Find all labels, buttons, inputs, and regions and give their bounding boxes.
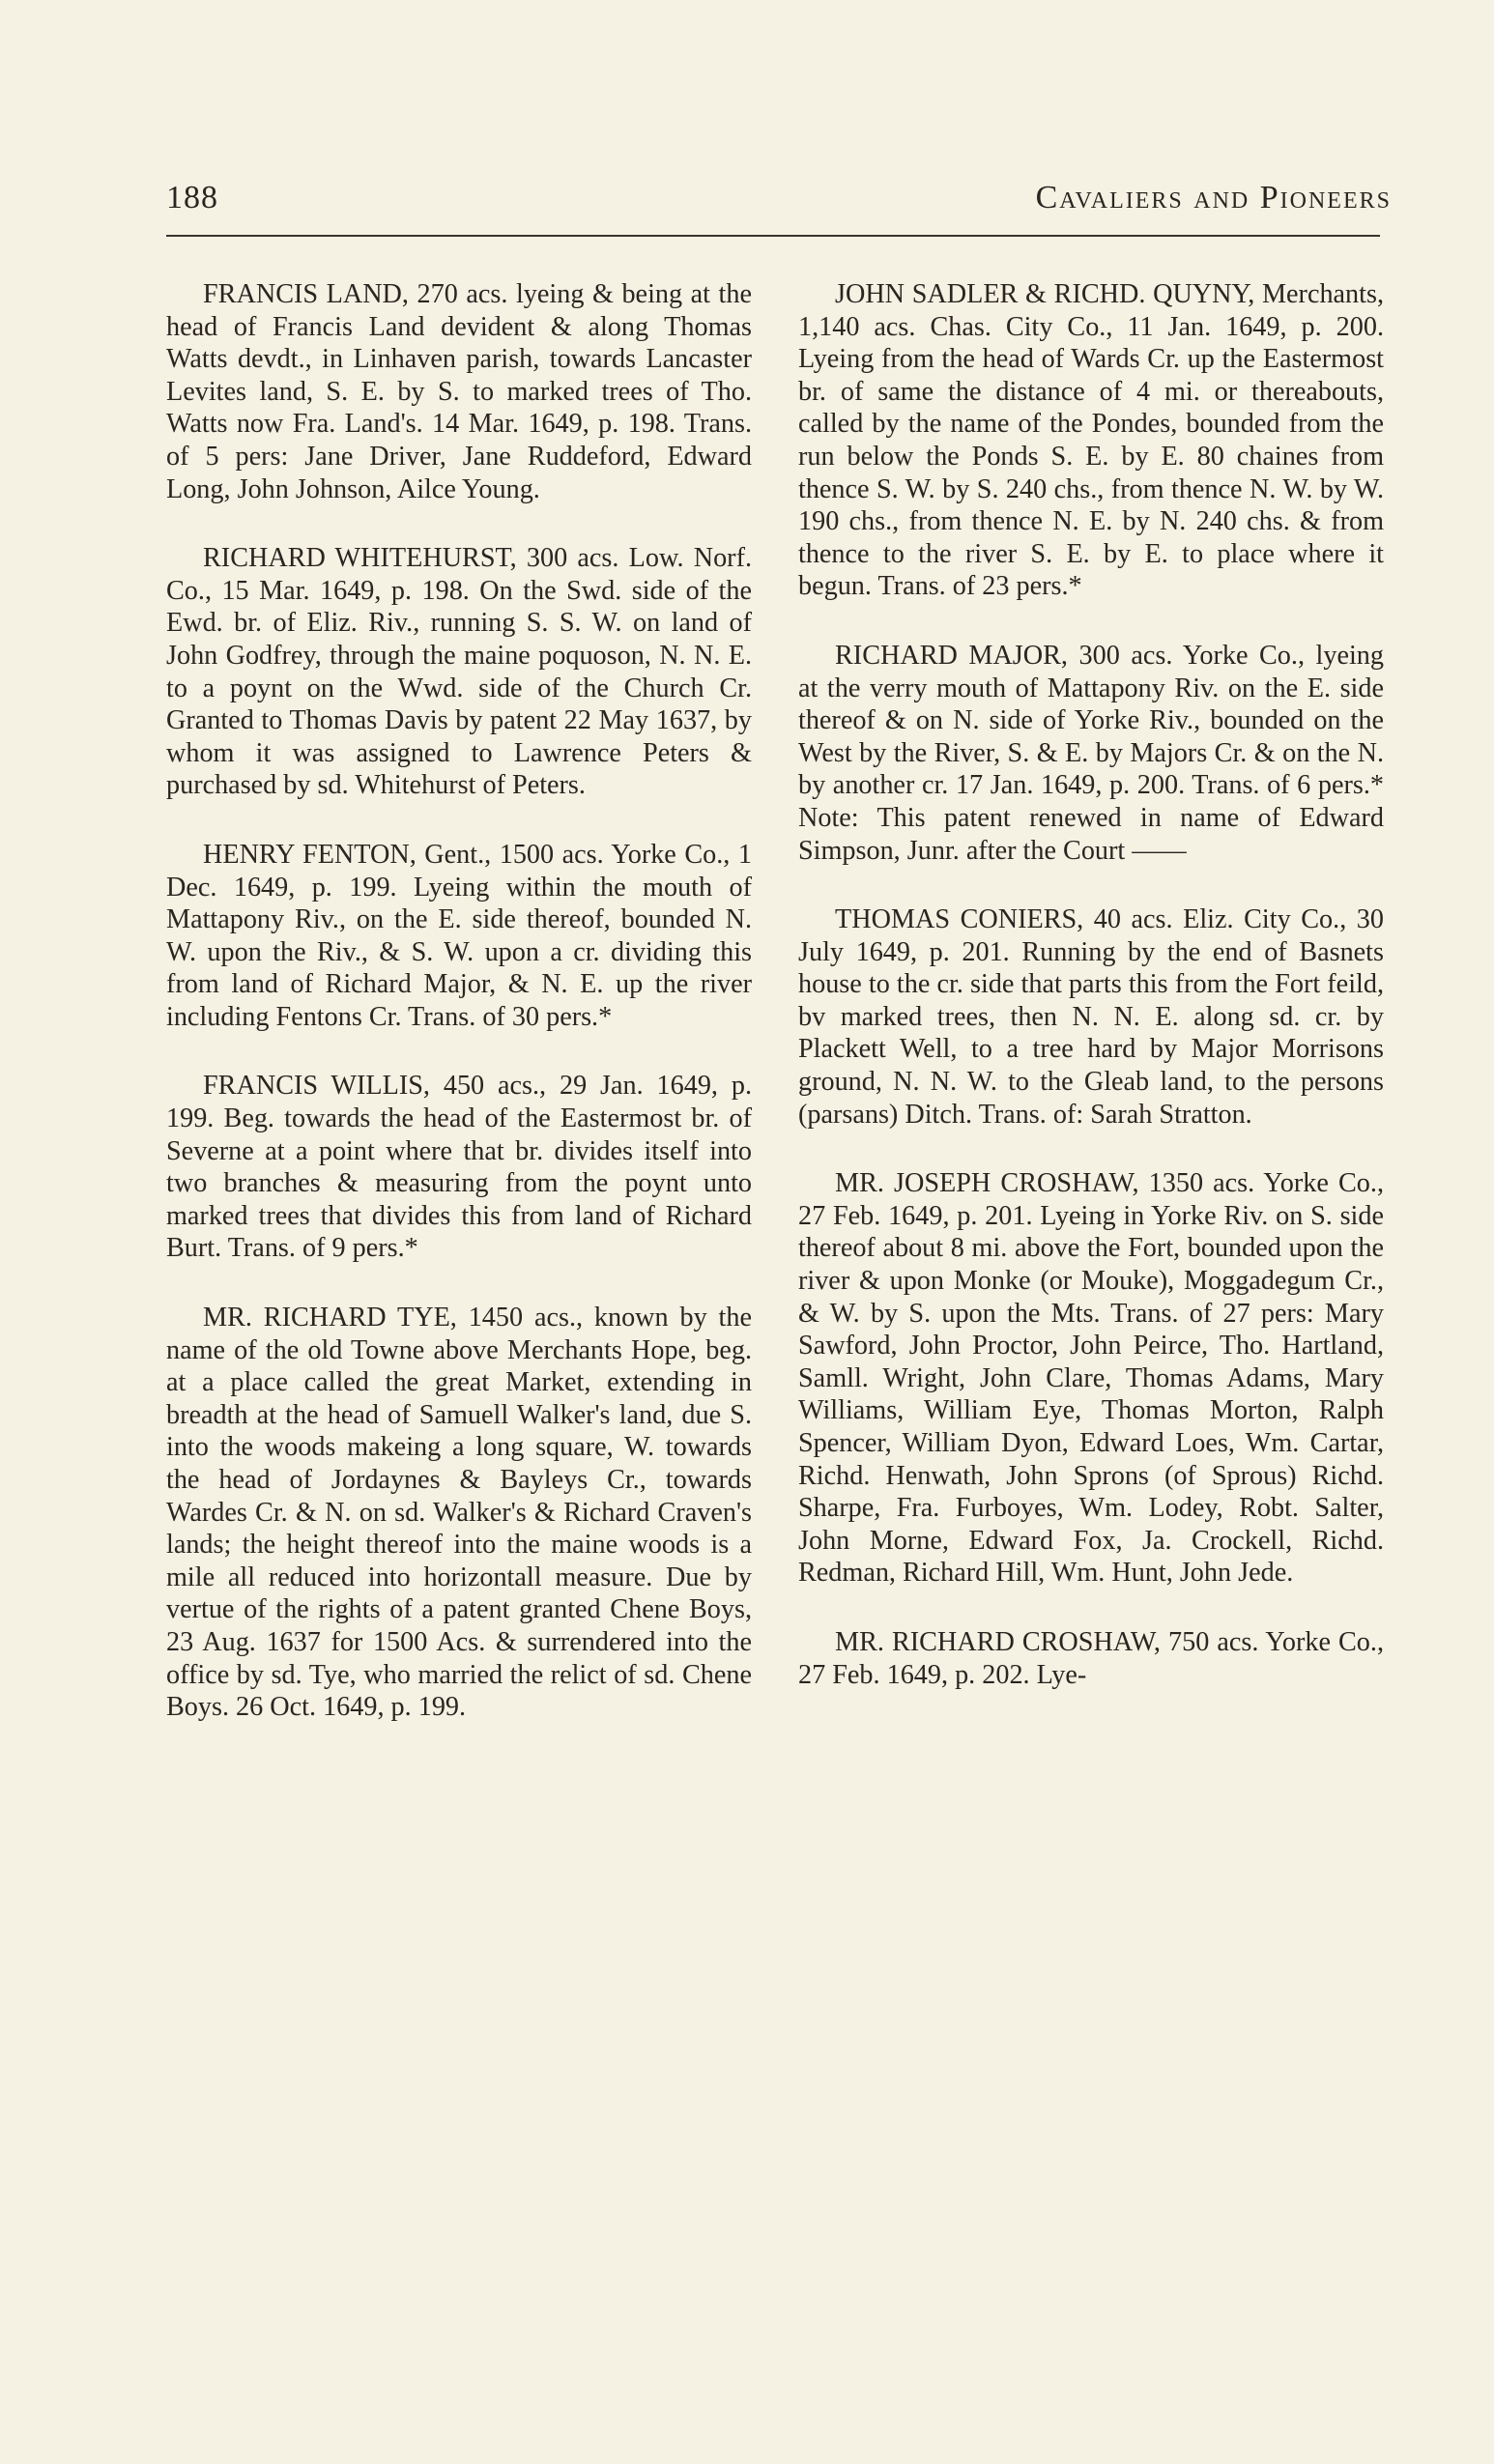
page-number: 188 [166, 180, 218, 215]
entry-richard-whitehurst: RICHARD WHITEHURST, 300 acs. Low. Norf. Co., 15 Mar. 1649, p. 198. On the Swd. side of the Ewd. br. of Eliz. Riv., running S. S. W. on land of John Godfrey, through the maine poquoson, N. N. E. to a poynt on the Wwd. side of the Church Cr. Granted to Thomas Davis by patent 22 May 1637, by whom it was assigned to Lawrence Peters & purchased by sd. Whitehurst of Peters. [166, 543, 752, 801]
entry-joseph-croshaw: MR. JOSEPH CROSHAW, 1350 acs. Yorke Co., 27 Feb. 1649, p. 201. Lyeing in Yorke Riv. on S. side thereof about 8 mi. above the Fort, bounded upon the river & upon Monke (or Mouke), Moggadegum Cr., & W. by S. upon the Mts. Trans. of 27 pers: Mary Sawford, John Proctor, John Peirce, Tho. Hartland, Samll. Wright, John Clare, Thomas Adams, Mary Williams, William Eye, Thomas Morton, Ralph Spencer, William Dyon, Edward Loes, Wm. Cartar, Richd. Henwath, John Sprons (of Sprous) Richd. Sharpe, Fra. Furboyes, Wm. Lodey, Robt. Salter, John Morne, Edward Fox, Ja. Crockell, Richd. Redman, Richard Hill, Wm. Hunt, John Jede. [798, 1168, 1384, 1589]
entry-francis-land: FRANCIS LAND, 270 acs. lyeing & being at the head of Francis Land devident & along Thomas Watts devdt., in Linhaven parish, towards Lancaster Levites land, S. E. by S. to marked trees of Tho. Watts now Fra. Land's. 14 Mar. 1649, p. 198. Trans. of 5 pers: Jane Driver, Jane Ruddeford, Edward Long, John Johnson, Ailce Young. [166, 279, 752, 504]
entry-john-sadler: JOHN SADLER & RICHD. QUYNY, Merchants, 1,140 acs. Chas. City Co., 11 Jan. 1649, p. 200. Lyeing from the head of Wards Cr. up the Eastermost br. of same the distance of 4 mi. or thereabouts, called by the name of the Pondes, bounded from the run below the Ponds S. E. by E. 80 chaines from thence S. W. by S. 240 chs., from thence N. W. by W. 190 chs., from thence N. E. by N. 240 chs. & from thence to the river S. E. by E. to place where it begun. Trans. of 23 pers.* [798, 279, 1384, 602]
right-column [798, 278, 1384, 1691]
entry-richard-major: RICHARD MAJOR, 300 acs. Yorke Co., lyeing at the verry mouth of Mattapony Riv. on the E. side thereof & on N. side of Yorke Riv., bounded on the West by the River, S. & E. by Majors Cr. & on the N. by another cr. 17 Jan. 1649, p. 200. Trans. of 6 pers.* Note: This patent renewed in name of Edward Simpson, Junr. after the Court —— [798, 640, 1384, 866]
running-title: Cavaliers and Pioneers [1035, 180, 1392, 215]
entry-henry-fenton: HENRY FENTON, Gent., 1500 acs. Yorke Co., 1 Dec. 1649, p. 199. Lyeing within the mouth of Mattapony Riv., on the E. side thereof, bounded N. W. upon the Riv., & S. W. upon a cr. dividing this from land of Richard Major, & N. E. up the river including Fentons Cr. Trans. of 30 pers.* [166, 839, 752, 1032]
entry-francis-willis: FRANCIS WILLIS, 450 acs., 29 Jan. 1649, p. 199. Beg. towards the head of the Eastermost br. of Severne at a point where that br. divides itself into two branches & measuring from the poynt unto marked trees that divides this from land of Richard Burt. Trans. of 9 pers.* [166, 1071, 752, 1264]
page-header [166, 180, 1392, 238]
entry-richard-tye: MR. RICHARD TYE, 1450 acs., known by the name of the old Towne above Merchants Hope, beg. at a place called the great Market, extending in breadth at the head of Samuell Walker's land, due S. into the woods makeing a long square, W. towards the head of Jordaynes & Bayleys Cr., towards Wardes Cr. & N. on sd. Walker's & Richard Craven's lands; the height thereof into the maine woods is a mile all reduced into horizontall measure. Due by vertue of the rights of a patent granted Chene Boys, 23 Aug. 1637 for 1500 Acs. & surrendered into the office by sd. Tye, who married the relict of sd. Chene Boys. 26 Oct. 1649, p. 199. [166, 1303, 752, 1723]
header-rule [166, 235, 1380, 237]
entry-richard-croshaw: MR. RICHARD CROSHAW, 750 acs. Yorke Co., 27 Feb. 1649, p. 202. Lye- [798, 1626, 1384, 1690]
left-column [166, 278, 752, 1724]
entry-thomas-coniers: THOMAS CONIERS, 40 acs. Eliz. City Co., 30 July 1649, p. 201. Running by the end of Basnets house to the cr. side that parts this from the Fort feild, bv marked trees, then N. N. E. along sd. cr. by Plackett Well, to a tree hard by Major Morrisons ground, N. N. W. to the Gleab land, to the persons (parsans) Ditch. Trans. of: Sarah Stratton. [798, 904, 1384, 1130]
